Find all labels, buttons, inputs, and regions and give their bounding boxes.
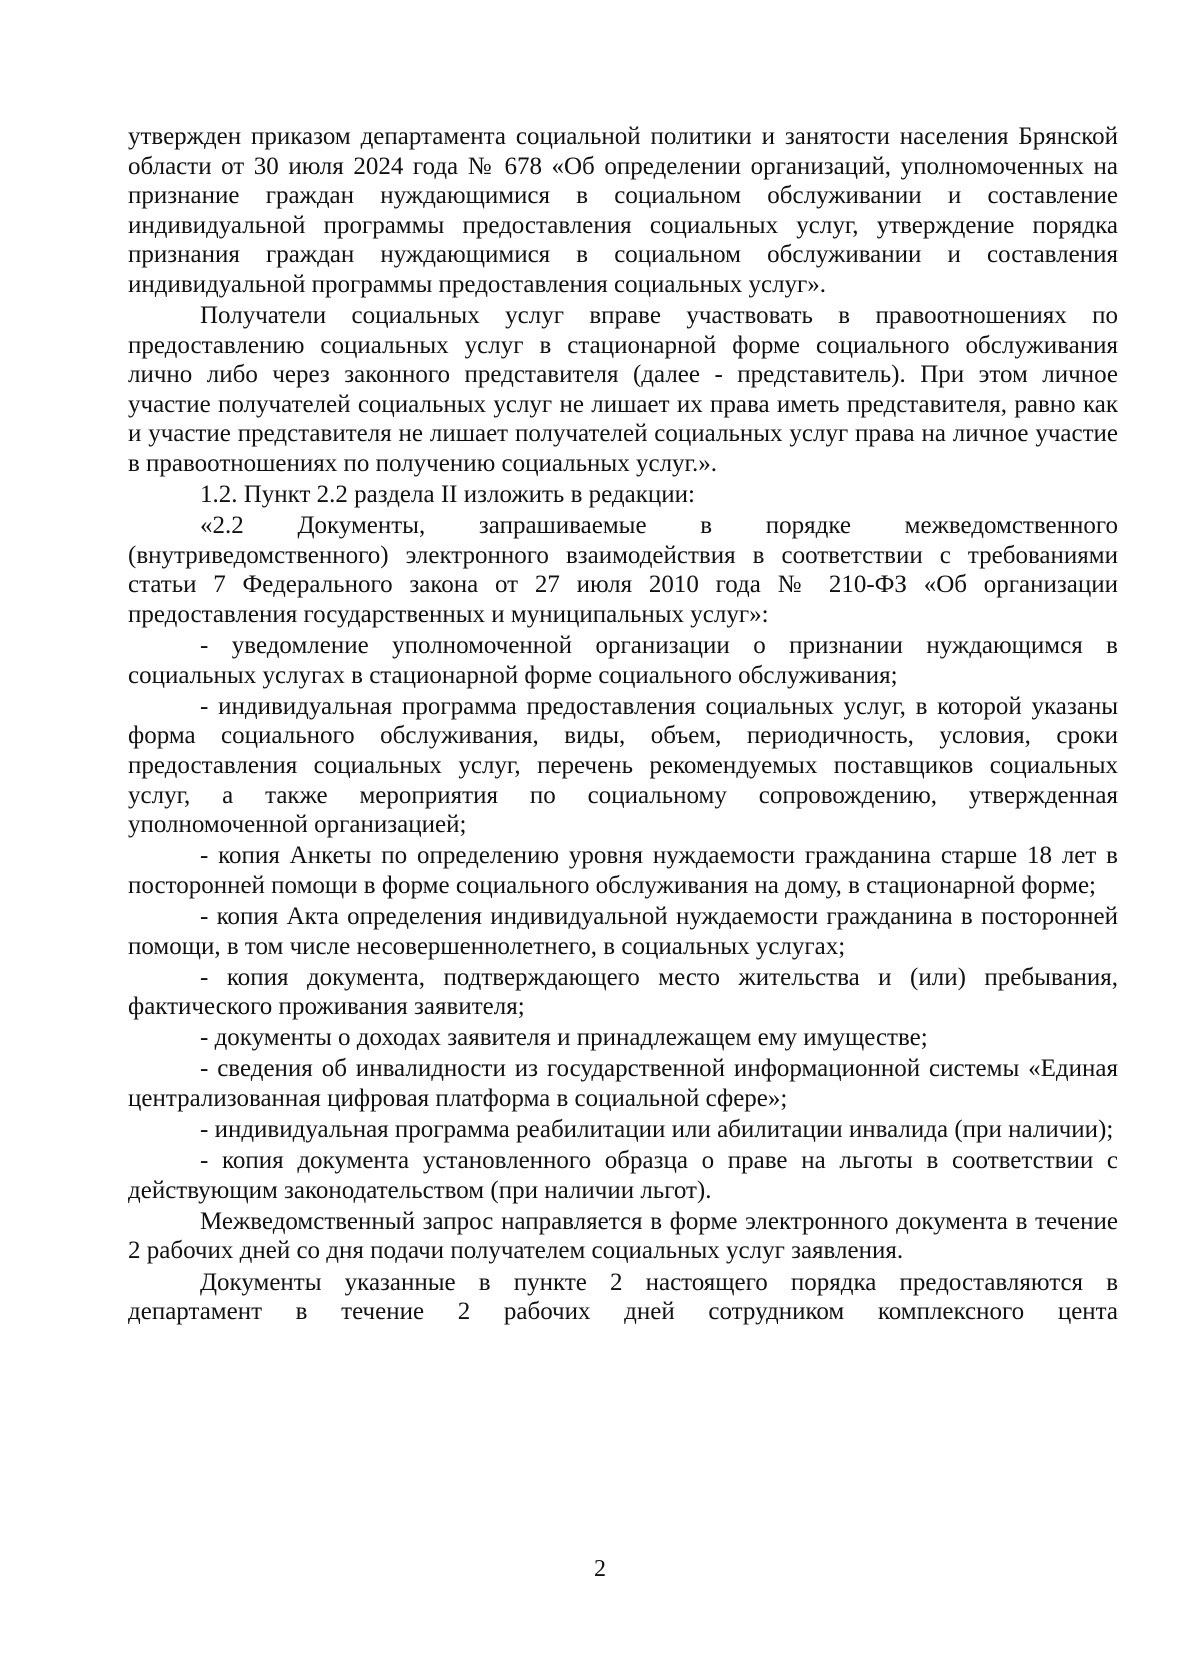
list-item-act-copy: - копия Акта определения индивидуальной нуждаемости гражданина в посторонней помощи, в том числе несовершеннолетнего, в социальных услугах; [128, 902, 1118, 960]
paragraph-clause-2-2-heading: «2.2 Документы, запрашиваемые в порядке межведомственного (внутриведомственного) электронного взаимодействия в соответствии с требованиями статьи 7 Федерального закона от 27 июля 2010 года № 210-ФЗ «Об организации предоставления государственных и муниципальных услуг»: [128, 512, 1118, 628]
list-item-questionnaire-copy: - копия Анкеты по определению уровня нуждаемости гражданина старше 18 лет в посторонней помощи в форме социального обслуживания на дому, в стационарной форме; [128, 842, 1118, 899]
list-item-rehabilitation-program: - индивидуальная программа реабилитации или абилитации инвалида (при наличии); [200, 1116, 1114, 1144]
page-number: 2 [594, 1556, 606, 1582]
paragraph-representative-participation: Получатели социальных услуг вправе участвовать в правоотношениях по предоставлению социальных услуг в стационарной форме социального обслуживания лично либо через законного представителя (далее - представитель). При этом личное участие получателей социальных услуг не лишает их права иметь представителя, равно как и участие представителя не лишает получателей социальных услуг права на личное участие в правоотношениях по получению социальных услуг.». [128, 302, 1118, 478]
paragraph-clause-1-2: 1.2. Пункт 2.2 раздела II изложить в редакции: [200, 481, 695, 509]
list-item-income-documents: - документы о доходах заявителя и принадлежащем ему имуществе; [200, 1024, 928, 1052]
list-item-disability-info: - сведения об инвалидности из государственной информационной системы «Единая централизованная цифровая платформа в социальной сфере»; [128, 1055, 1118, 1112]
list-item-notification: - уведомление уполномоченной организации о признании нуждающимся в социальных услугах в стационарной форме социального обслуживания; [128, 632, 1118, 689]
list-item-individual-program: - индивидуальная программа предоставления социальных услуг, в которой указаны форма социального обслуживания, виды, объем, периодичность, условия, сроки предоставления социальных услуг, перечень рекомендуемых поставщиков социальных услуг, а также мероприятия по социальному сопровождению, утвержденная уполномоченной организацией; [128, 692, 1118, 839]
paragraph-order-reference: утвержден приказом департамента социальной политики и занятости населения Брянской области от 30 июля 2024 года № 678 «Об определении организаций, уполномоченных на признание граждан нуждающимися в социальном обслуживании и составление индивидуальной программы предоставления социальных услуг, утверждение порядка признания граждан нуждающимися в социальном обслуживании и составления индивидуальной программы предоставления социальных услуг». [128, 123, 1118, 298]
document-body [128, 122, 1118, 1328]
paragraph-documents-submission: Документы указанные в пункте 2 настоящего порядка предоставляются в департамент в течение 2 рабочих дней сотрудником комплексного цента [128, 1268, 1118, 1326]
list-item-benefits-document: - копия документа установленного образца о праве на льготы в соответствии с действующим законодательством (при наличии льгот). [128, 1147, 1118, 1204]
paragraph-interagency-request: Межведомственный запрос направляется в форме электронного документа в течение 2 рабочих дней со дня подачи получателем социальных услуг заявления. [128, 1207, 1118, 1265]
list-item-residence-document: - копия документа, подтверждающего место жительства и (или) пребывания, фактического проживания заявителя; [128, 963, 1118, 1021]
